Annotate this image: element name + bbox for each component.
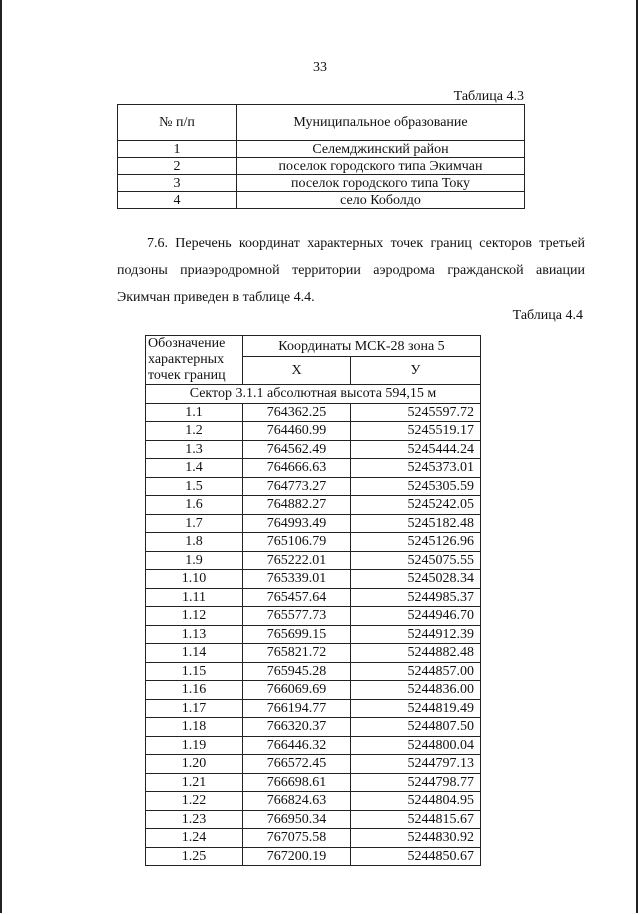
table-cell: 4 — [118, 192, 237, 209]
table-cell: 767200.19 — [243, 847, 351, 866]
table-cell: 5245305.59 — [351, 477, 481, 496]
table-4-3-caption: Таблица 4.3 — [453, 89, 524, 104]
table-cell: 1.1 — [146, 403, 243, 422]
table-row — [146, 773, 481, 792]
sector-row: Сектор 3.1.1 абсолютная высота 594,15 м — [146, 385, 481, 404]
table-cell: 5244797.13 — [351, 755, 481, 774]
table-row — [146, 829, 481, 848]
table-cell: 765699.15 — [243, 625, 351, 644]
table-cell: 5245519.17 — [351, 422, 481, 441]
table-cell: 764362.25 — [243, 403, 351, 422]
table-row — [146, 847, 481, 866]
table-row — [146, 422, 481, 441]
table-cell: поселок городского типа Току — [237, 175, 525, 192]
header-x: X — [243, 357, 351, 385]
table-cell: 5245242.05 — [351, 496, 481, 515]
table-cell: 1.21 — [146, 773, 243, 792]
table-cell: 1.23 — [146, 810, 243, 829]
table-cell: 1.7 — [146, 514, 243, 533]
table-cell: 1.11 — [146, 588, 243, 607]
table-row — [146, 644, 481, 663]
table-cell: 5244882.48 — [351, 644, 481, 663]
table-cell: 5244857.00 — [351, 662, 481, 681]
table-cell: 764993.49 — [243, 514, 351, 533]
table-cell: 5244830.92 — [351, 829, 481, 848]
table-cell: 766572.45 — [243, 755, 351, 774]
table-cell: 5244836.00 — [351, 681, 481, 700]
table-cell: 766950.34 — [243, 810, 351, 829]
table-cell: 1.18 — [146, 718, 243, 737]
table-cell: 764773.27 — [243, 477, 351, 496]
table-cell: 765945.28 — [243, 662, 351, 681]
table-row — [146, 514, 481, 533]
table-row — [146, 699, 481, 718]
header-point: Обозначение характерных точек границ — [146, 336, 243, 385]
table-cell: Селемджинский район — [237, 141, 525, 158]
table-row — [146, 588, 481, 607]
header-municipality: Муниципальное образование — [237, 105, 525, 141]
table-cell: 766824.63 — [243, 792, 351, 811]
table-cell: 5244946.70 — [351, 607, 481, 626]
table-row — [146, 718, 481, 737]
table-row — [146, 551, 481, 570]
table-cell: 764460.99 — [243, 422, 351, 441]
table-cell: 1.6 — [146, 496, 243, 515]
table-cell: 2 — [118, 158, 237, 175]
table-cell: 766320.37 — [243, 718, 351, 737]
table-cell: 1.3 — [146, 440, 243, 459]
table-cell: 766446.32 — [243, 736, 351, 755]
table-cell: 1.4 — [146, 459, 243, 478]
table-cell: 5245597.72 — [351, 403, 481, 422]
table-row — [146, 625, 481, 644]
table-row — [146, 459, 481, 478]
table-cell: 5244798.77 — [351, 773, 481, 792]
table-cell: 1.9 — [146, 551, 243, 570]
table-row — [118, 175, 525, 192]
table-cell: 1.2 — [146, 422, 243, 441]
table-row — [146, 736, 481, 755]
table-cell: 5244912.39 — [351, 625, 481, 644]
header-number: № п/п — [118, 105, 237, 141]
table-cell: 5244800.04 — [351, 736, 481, 755]
table-cell: 1.19 — [146, 736, 243, 755]
table-cell: 764666.63 — [243, 459, 351, 478]
table-cell: 765821.72 — [243, 644, 351, 663]
table-cell: 1.25 — [146, 847, 243, 866]
table-cell: 5244804.95 — [351, 792, 481, 811]
table-cell: поселок городского типа Экимчан — [237, 158, 525, 175]
table-cell: 765106.79 — [243, 533, 351, 552]
table-cell: 766698.61 — [243, 773, 351, 792]
table-row — [146, 440, 481, 459]
table-cell: 1.24 — [146, 829, 243, 848]
table-cell: село Коболдо — [237, 192, 525, 209]
table-cell: 5244807.50 — [351, 718, 481, 737]
table-cell: 1.12 — [146, 607, 243, 626]
paragraph-7-6: 7.6. Перечень координат характерных точек границ секторов третьей подзоны приаэродромной территории аэродрома гражданской авиации Экимчан приведен в таблице 4.4. — [117, 236, 585, 305]
table-row — [146, 477, 481, 496]
table-cell: 5244985.37 — [351, 588, 481, 607]
table-cell: 766194.77 — [243, 699, 351, 718]
table-cell: 764882.27 — [243, 496, 351, 515]
table-cell: 1.15 — [146, 662, 243, 681]
table-row — [146, 496, 481, 515]
table-cell: 765577.73 — [243, 607, 351, 626]
table-cell: 1.16 — [146, 681, 243, 700]
table-cell: 5245075.55 — [351, 551, 481, 570]
table-cell: 5244850.67 — [351, 847, 481, 866]
table-row — [146, 755, 481, 774]
table-cell: 5244815.67 — [351, 810, 481, 829]
table-row — [146, 533, 481, 552]
table-cell: 765339.01 — [243, 570, 351, 589]
table-row — [146, 662, 481, 681]
table-cell: 1 — [118, 141, 237, 158]
table-cell: 5244819.49 — [351, 699, 481, 718]
table-row — [146, 681, 481, 700]
table-cell: 1.5 — [146, 477, 243, 496]
table-row — [146, 792, 481, 811]
table-row — [146, 570, 481, 589]
table-cell: 5245126.96 — [351, 533, 481, 552]
table-4-4-caption: Таблица 4.4 — [512, 308, 583, 323]
table-row — [146, 810, 481, 829]
table-cell: 764562.49 — [243, 440, 351, 459]
header-y: У — [351, 357, 481, 385]
table-row — [146, 607, 481, 626]
header-coords: Координаты МСК-28 зона 5 — [243, 336, 481, 357]
table-cell: 766069.69 — [243, 681, 351, 700]
table-cell: 1.8 — [146, 533, 243, 552]
table-cell: 1.13 — [146, 625, 243, 644]
table-cell: 5245028.34 — [351, 570, 481, 589]
table-cell: 765222.01 — [243, 551, 351, 570]
table-4-4 — [145, 335, 481, 866]
table-cell: 5245182.48 — [351, 514, 481, 533]
table-row — [118, 141, 525, 158]
table-cell: 5245444.24 — [351, 440, 481, 459]
table-cell: 767075.58 — [243, 829, 351, 848]
table-cell: 1.10 — [146, 570, 243, 589]
table-cell: 5245373.01 — [351, 459, 481, 478]
table-cell: 1.22 — [146, 792, 243, 811]
table-cell: 765457.64 — [243, 588, 351, 607]
page-number: 33 — [313, 60, 327, 75]
table-cell: 1.20 — [146, 755, 243, 774]
table-cell: 1.17 — [146, 699, 243, 718]
table-row — [118, 158, 525, 175]
table-cell: 1.14 — [146, 644, 243, 663]
table-row — [118, 192, 525, 209]
table-cell: 3 — [118, 175, 237, 192]
table-4-3 — [117, 104, 525, 209]
table-row — [146, 403, 481, 422]
